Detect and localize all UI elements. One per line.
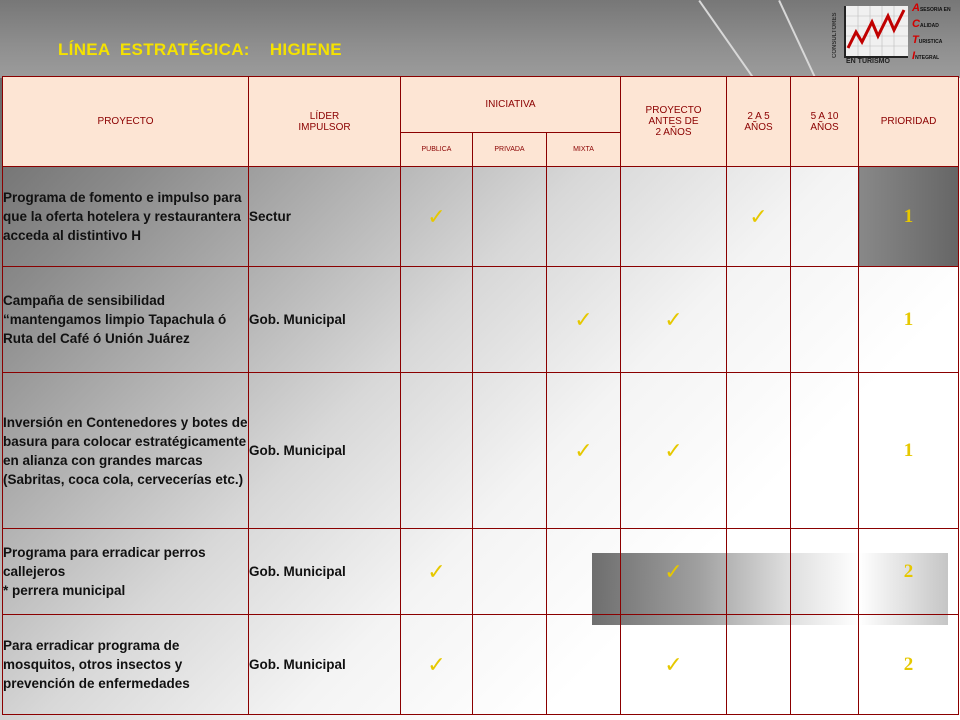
cell-2-5 <box>727 529 791 615</box>
cell-lider: Gob. Municipal <box>249 615 401 715</box>
company-logo <box>832 2 958 70</box>
cell-prioridad: 1 <box>859 373 959 529</box>
cell-privada <box>473 373 547 529</box>
cell-mixta: ✓ <box>547 267 621 373</box>
logo-chart-icon <box>844 6 908 58</box>
header-publica: PUBLICA <box>401 133 473 167</box>
cell-privada <box>473 529 547 615</box>
cell-mixta <box>547 615 621 715</box>
header-mixta: MIXTA <box>547 133 621 167</box>
cell-5-10 <box>791 373 859 529</box>
cell-prioridad: 1 <box>859 167 959 267</box>
table-row <box>3 167 959 267</box>
cell-mixta <box>547 529 621 615</box>
logo-subtext: EN TURISMO <box>846 58 890 65</box>
logo-brand-line: CALIDAD <box>912 18 939 30</box>
cell-mixta: ✓ <box>547 373 621 529</box>
logo-brand-line: INTEGRAL <box>912 50 940 62</box>
cell-privada <box>473 615 547 715</box>
cell-antes: ✓ <box>621 267 727 373</box>
cell-lider: Gob. Municipal <box>249 529 401 615</box>
cell-privada <box>473 167 547 267</box>
header-5-10: 5 A 10 AÑOS <box>791 77 859 167</box>
cell-5-10 <box>791 615 859 715</box>
header-lider: LÍDER IMPULSOR <box>249 77 401 167</box>
cell-lider: Gob. Municipal <box>249 267 401 373</box>
logo-vertical-text: CONSULTORES <box>832 12 838 58</box>
header-iniciativa: INICIATIVA <box>401 77 621 133</box>
logo-brand-line: ASESORIA EN <box>912 2 951 14</box>
cell-publica <box>401 373 473 529</box>
decorative-line <box>778 0 818 82</box>
table-row <box>3 615 959 715</box>
cell-proyecto: Inversión en Contenedores y botes de basura para colocar estratégicamente en alianza con grandes marcas (Sabritas, coca cola, cervecerías etc.) <box>3 373 249 529</box>
header-band <box>0 0 960 78</box>
cell-proyecto: Para erradicar programa de mosquitos, otros insectos y prevención de enfermedades <box>3 615 249 715</box>
table-row <box>3 267 959 373</box>
cell-publica <box>401 267 473 373</box>
cell-2-5 <box>727 267 791 373</box>
cell-antes <box>621 167 727 267</box>
cell-lider: Sectur <box>249 167 401 267</box>
strategy-table <box>2 76 959 715</box>
header-proyecto: PROYECTO <box>3 77 249 167</box>
header-antes: PROYECTO ANTES DE 2 AÑOS <box>621 77 727 167</box>
cell-antes: ✓ <box>621 615 727 715</box>
header-2-5: 2 A 5 AÑOS <box>727 77 791 167</box>
cell-prioridad: 2 <box>859 615 959 715</box>
cell-5-10 <box>791 267 859 373</box>
cell-proyecto: Campaña de sensibilidad “mantengamos limpio Tapachula ó Ruta del Café ó Unión Juárez <box>3 267 249 373</box>
header-privada: PRIVADA <box>473 133 547 167</box>
cell-antes: ✓ <box>621 529 727 615</box>
cell-publica: ✓ <box>401 167 473 267</box>
cell-2-5 <box>727 615 791 715</box>
cell-antes: ✓ <box>621 373 727 529</box>
cell-2-5 <box>727 373 791 529</box>
page-title: LÍNEA ESTRATÉGICA: HIGIENE <box>58 40 342 59</box>
cell-privada <box>473 267 547 373</box>
logo-brand-line: TURISTICA <box>912 34 943 46</box>
header-prioridad: PRIORIDAD <box>859 77 959 167</box>
cell-2-5: ✓ <box>727 167 791 267</box>
table-row <box>3 373 959 529</box>
cell-prioridad: 2 <box>859 529 959 615</box>
cell-5-10 <box>791 167 859 267</box>
cell-lider: Gob. Municipal <box>249 373 401 529</box>
cell-proyecto: Programa para erradicar perros callejeros * perrera municipal <box>3 529 249 615</box>
table-row <box>3 529 959 615</box>
cell-5-10 <box>791 529 859 615</box>
cell-publica: ✓ <box>401 529 473 615</box>
cell-prioridad: 1 <box>859 267 959 373</box>
cell-mixta <box>547 167 621 267</box>
cell-publica: ✓ <box>401 615 473 715</box>
cell-proyecto: Programa de fomento e impulso para que la oferta hotelera y restaurantera acceda al distintivo H <box>3 167 249 267</box>
